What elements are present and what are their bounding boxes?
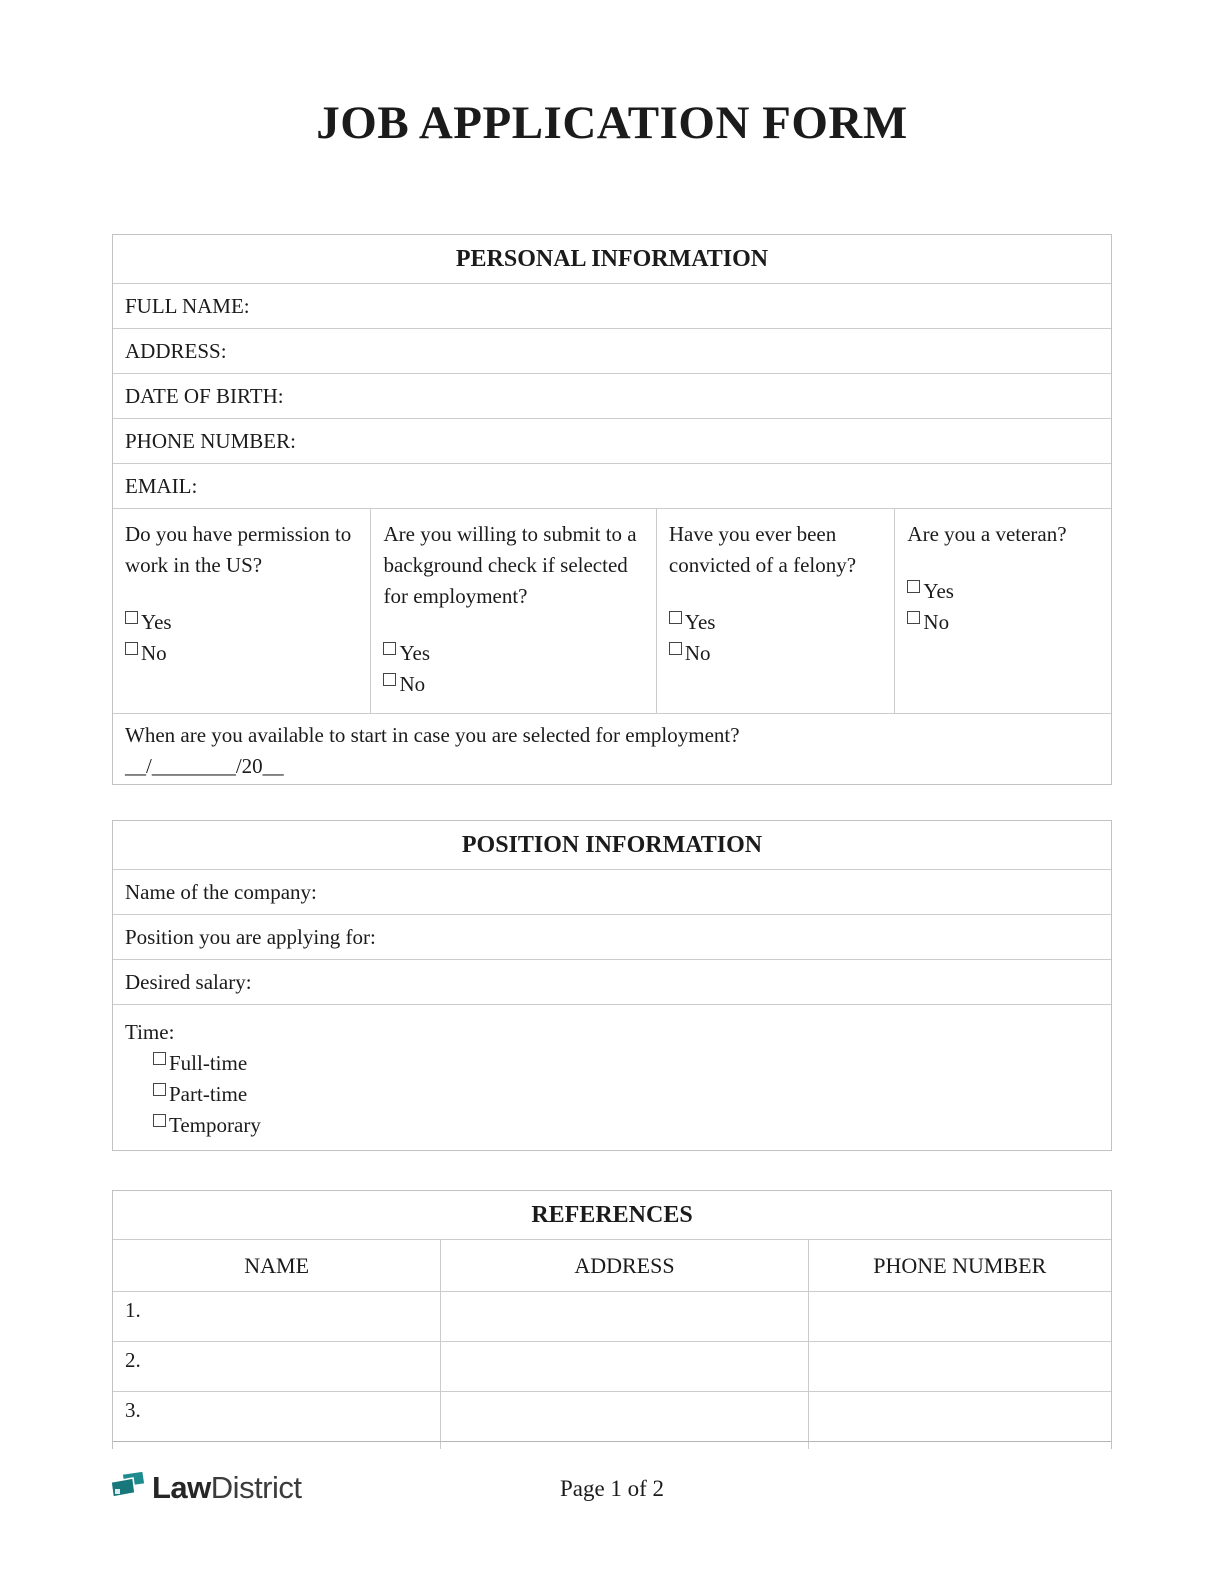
question-felony-text: Have you ever been convicted of a felony? bbox=[668, 522, 857, 577]
reference-3-address-cell[interactable] bbox=[440, 1392, 807, 1441]
option-label: Yes bbox=[684, 610, 716, 634]
reference-row-1 bbox=[113, 1291, 1111, 1341]
position-applying-label: Position you are applying for: bbox=[125, 924, 376, 949]
option-label: Full-time bbox=[169, 1051, 248, 1075]
reference-3-name-cell[interactable] bbox=[113, 1392, 440, 1441]
availability-row[interactable] bbox=[113, 713, 1111, 784]
option-label: No bbox=[141, 641, 167, 665]
company-name-input-area[interactable] bbox=[317, 870, 1099, 914]
reference-row-2 bbox=[113, 1341, 1111, 1391]
checkbox-icon[interactable] bbox=[153, 1114, 166, 1127]
company-name-row bbox=[113, 869, 1111, 914]
reference-3-number: 3. bbox=[125, 1398, 141, 1422]
company-name-label: Name of the company: bbox=[125, 879, 317, 904]
desired-salary-label: Desired salary: bbox=[125, 969, 252, 994]
personal-information-header: PERSONAL INFORMATION bbox=[455, 245, 769, 272]
date-of-birth-input-area[interactable] bbox=[284, 374, 1099, 418]
checkbox-icon[interactable] bbox=[669, 642, 682, 655]
desired-salary-row bbox=[113, 959, 1111, 1004]
question-background-check bbox=[370, 509, 655, 713]
logo-district-text: District bbox=[210, 1470, 302, 1505]
phone-number-input-area[interactable] bbox=[296, 419, 1099, 463]
checkbox-icon[interactable] bbox=[907, 611, 920, 624]
position-applying-row bbox=[113, 914, 1111, 959]
felony-no-option[interactable] bbox=[669, 638, 885, 669]
full-name-label: FULL NAME: bbox=[125, 293, 250, 318]
time-row bbox=[113, 1004, 1111, 1150]
reference-2-number: 2. bbox=[125, 1348, 141, 1372]
veteran-no-option[interactable] bbox=[907, 607, 1101, 638]
full-time-option[interactable] bbox=[153, 1048, 1099, 1079]
question-felony bbox=[656, 509, 895, 713]
question-work-permission bbox=[113, 509, 370, 713]
part-time-option[interactable] bbox=[153, 1079, 1099, 1110]
cutoff-cell bbox=[808, 1442, 1111, 1449]
references-phone-column-header: PHONE NUMBER bbox=[808, 1240, 1111, 1291]
cutoff-cell bbox=[113, 1442, 440, 1449]
reference-1-phone-cell[interactable] bbox=[808, 1292, 1111, 1341]
time-label: Time: bbox=[125, 1020, 175, 1044]
email-label: EMAIL: bbox=[125, 473, 198, 498]
eligibility-questions-row bbox=[113, 508, 1111, 713]
checkbox-icon[interactable] bbox=[153, 1083, 166, 1096]
references-table bbox=[112, 1190, 1112, 1449]
email-row bbox=[113, 463, 1111, 508]
option-label: No bbox=[399, 672, 426, 696]
option-label: Part-time bbox=[169, 1082, 248, 1106]
reference-1-address-cell[interactable] bbox=[440, 1292, 807, 1341]
reference-row-3 bbox=[113, 1391, 1111, 1441]
option-label: Temporary bbox=[169, 1113, 261, 1137]
work-permission-yes-option[interactable] bbox=[125, 607, 360, 638]
cutoff-cell bbox=[440, 1442, 807, 1449]
checkbox-icon[interactable] bbox=[125, 611, 138, 624]
reference-1-name-cell[interactable] bbox=[113, 1292, 440, 1341]
checkbox-icon[interactable] bbox=[153, 1052, 166, 1065]
reference-1-number: 1. bbox=[125, 1298, 141, 1322]
checkbox-icon[interactable] bbox=[907, 580, 920, 593]
address-input-area[interactable] bbox=[227, 329, 1099, 373]
time-options bbox=[153, 1048, 1099, 1141]
date-of-birth-row bbox=[113, 373, 1111, 418]
checkbox-icon[interactable] bbox=[383, 673, 396, 686]
checkbox-icon[interactable] bbox=[669, 611, 682, 624]
desired-salary-input-area[interactable] bbox=[252, 960, 1099, 1004]
page-number: Page 1 of 2 bbox=[559, 1476, 665, 1501]
question-veteran-text: Are you a veteran? bbox=[907, 522, 1067, 546]
position-information-table bbox=[112, 820, 1112, 1151]
logo-law-text: Law bbox=[152, 1470, 211, 1505]
date-of-birth-label: DATE OF BIRTH: bbox=[125, 383, 284, 408]
personal-information-table bbox=[112, 234, 1112, 785]
position-applying-input-area[interactable] bbox=[376, 915, 1099, 959]
page-footer bbox=[0, 1468, 1224, 1516]
option-label: No bbox=[923, 610, 950, 634]
background-check-yes-option[interactable] bbox=[383, 638, 645, 669]
question-background-check-text: Are you willing to submit to a background check if selected for employment? bbox=[383, 522, 637, 608]
question-veteran bbox=[894, 509, 1111, 713]
references-address-column-header: ADDRESS bbox=[440, 1240, 807, 1291]
reference-3-phone-cell[interactable] bbox=[808, 1392, 1111, 1441]
availability-question: When are you available to start in case you are selected for employment? bbox=[125, 723, 740, 747]
references-column-headers bbox=[113, 1239, 1111, 1291]
references-name-column-header: NAME bbox=[244, 1252, 310, 1278]
checkbox-icon[interactable] bbox=[125, 642, 138, 655]
phone-number-label: PHONE NUMBER: bbox=[125, 428, 296, 453]
option-label: Yes bbox=[399, 641, 431, 665]
address-label: ADDRESS: bbox=[125, 338, 227, 363]
address-row bbox=[113, 328, 1111, 373]
reference-2-phone-cell[interactable] bbox=[808, 1342, 1111, 1391]
email-input-area[interactable] bbox=[197, 464, 1099, 508]
references-header: REFERENCES bbox=[531, 1201, 693, 1228]
full-name-input-area[interactable] bbox=[250, 284, 1099, 328]
page-title: JOB APPLICATION FORM bbox=[316, 97, 908, 149]
felony-yes-option[interactable] bbox=[669, 607, 885, 638]
question-work-permission-options bbox=[125, 607, 360, 669]
question-work-permission-text: Do you have permission to work in the US? bbox=[125, 522, 352, 577]
question-veteran-options bbox=[907, 576, 1101, 638]
temporary-option[interactable] bbox=[153, 1110, 1099, 1141]
background-check-no-option[interactable] bbox=[383, 669, 645, 700]
option-label: No bbox=[684, 641, 711, 665]
availability-date-line[interactable]: __/________/20__ bbox=[125, 754, 284, 778]
question-background-check-options bbox=[383, 638, 645, 700]
full-name-row bbox=[113, 283, 1111, 328]
reference-2-address-cell[interactable] bbox=[440, 1342, 807, 1391]
veteran-yes-option[interactable] bbox=[907, 576, 1101, 607]
position-information-header: POSITION INFORMATION bbox=[461, 831, 763, 858]
option-label: Yes bbox=[141, 610, 172, 634]
checkbox-icon[interactable] bbox=[383, 642, 396, 655]
work-permission-no-option[interactable] bbox=[125, 638, 360, 669]
references-cutoff-row bbox=[113, 1441, 1111, 1449]
reference-2-name-cell[interactable] bbox=[113, 1342, 440, 1391]
phone-number-row bbox=[113, 418, 1111, 463]
question-felony-options bbox=[669, 607, 885, 669]
option-label: Yes bbox=[923, 579, 954, 603]
